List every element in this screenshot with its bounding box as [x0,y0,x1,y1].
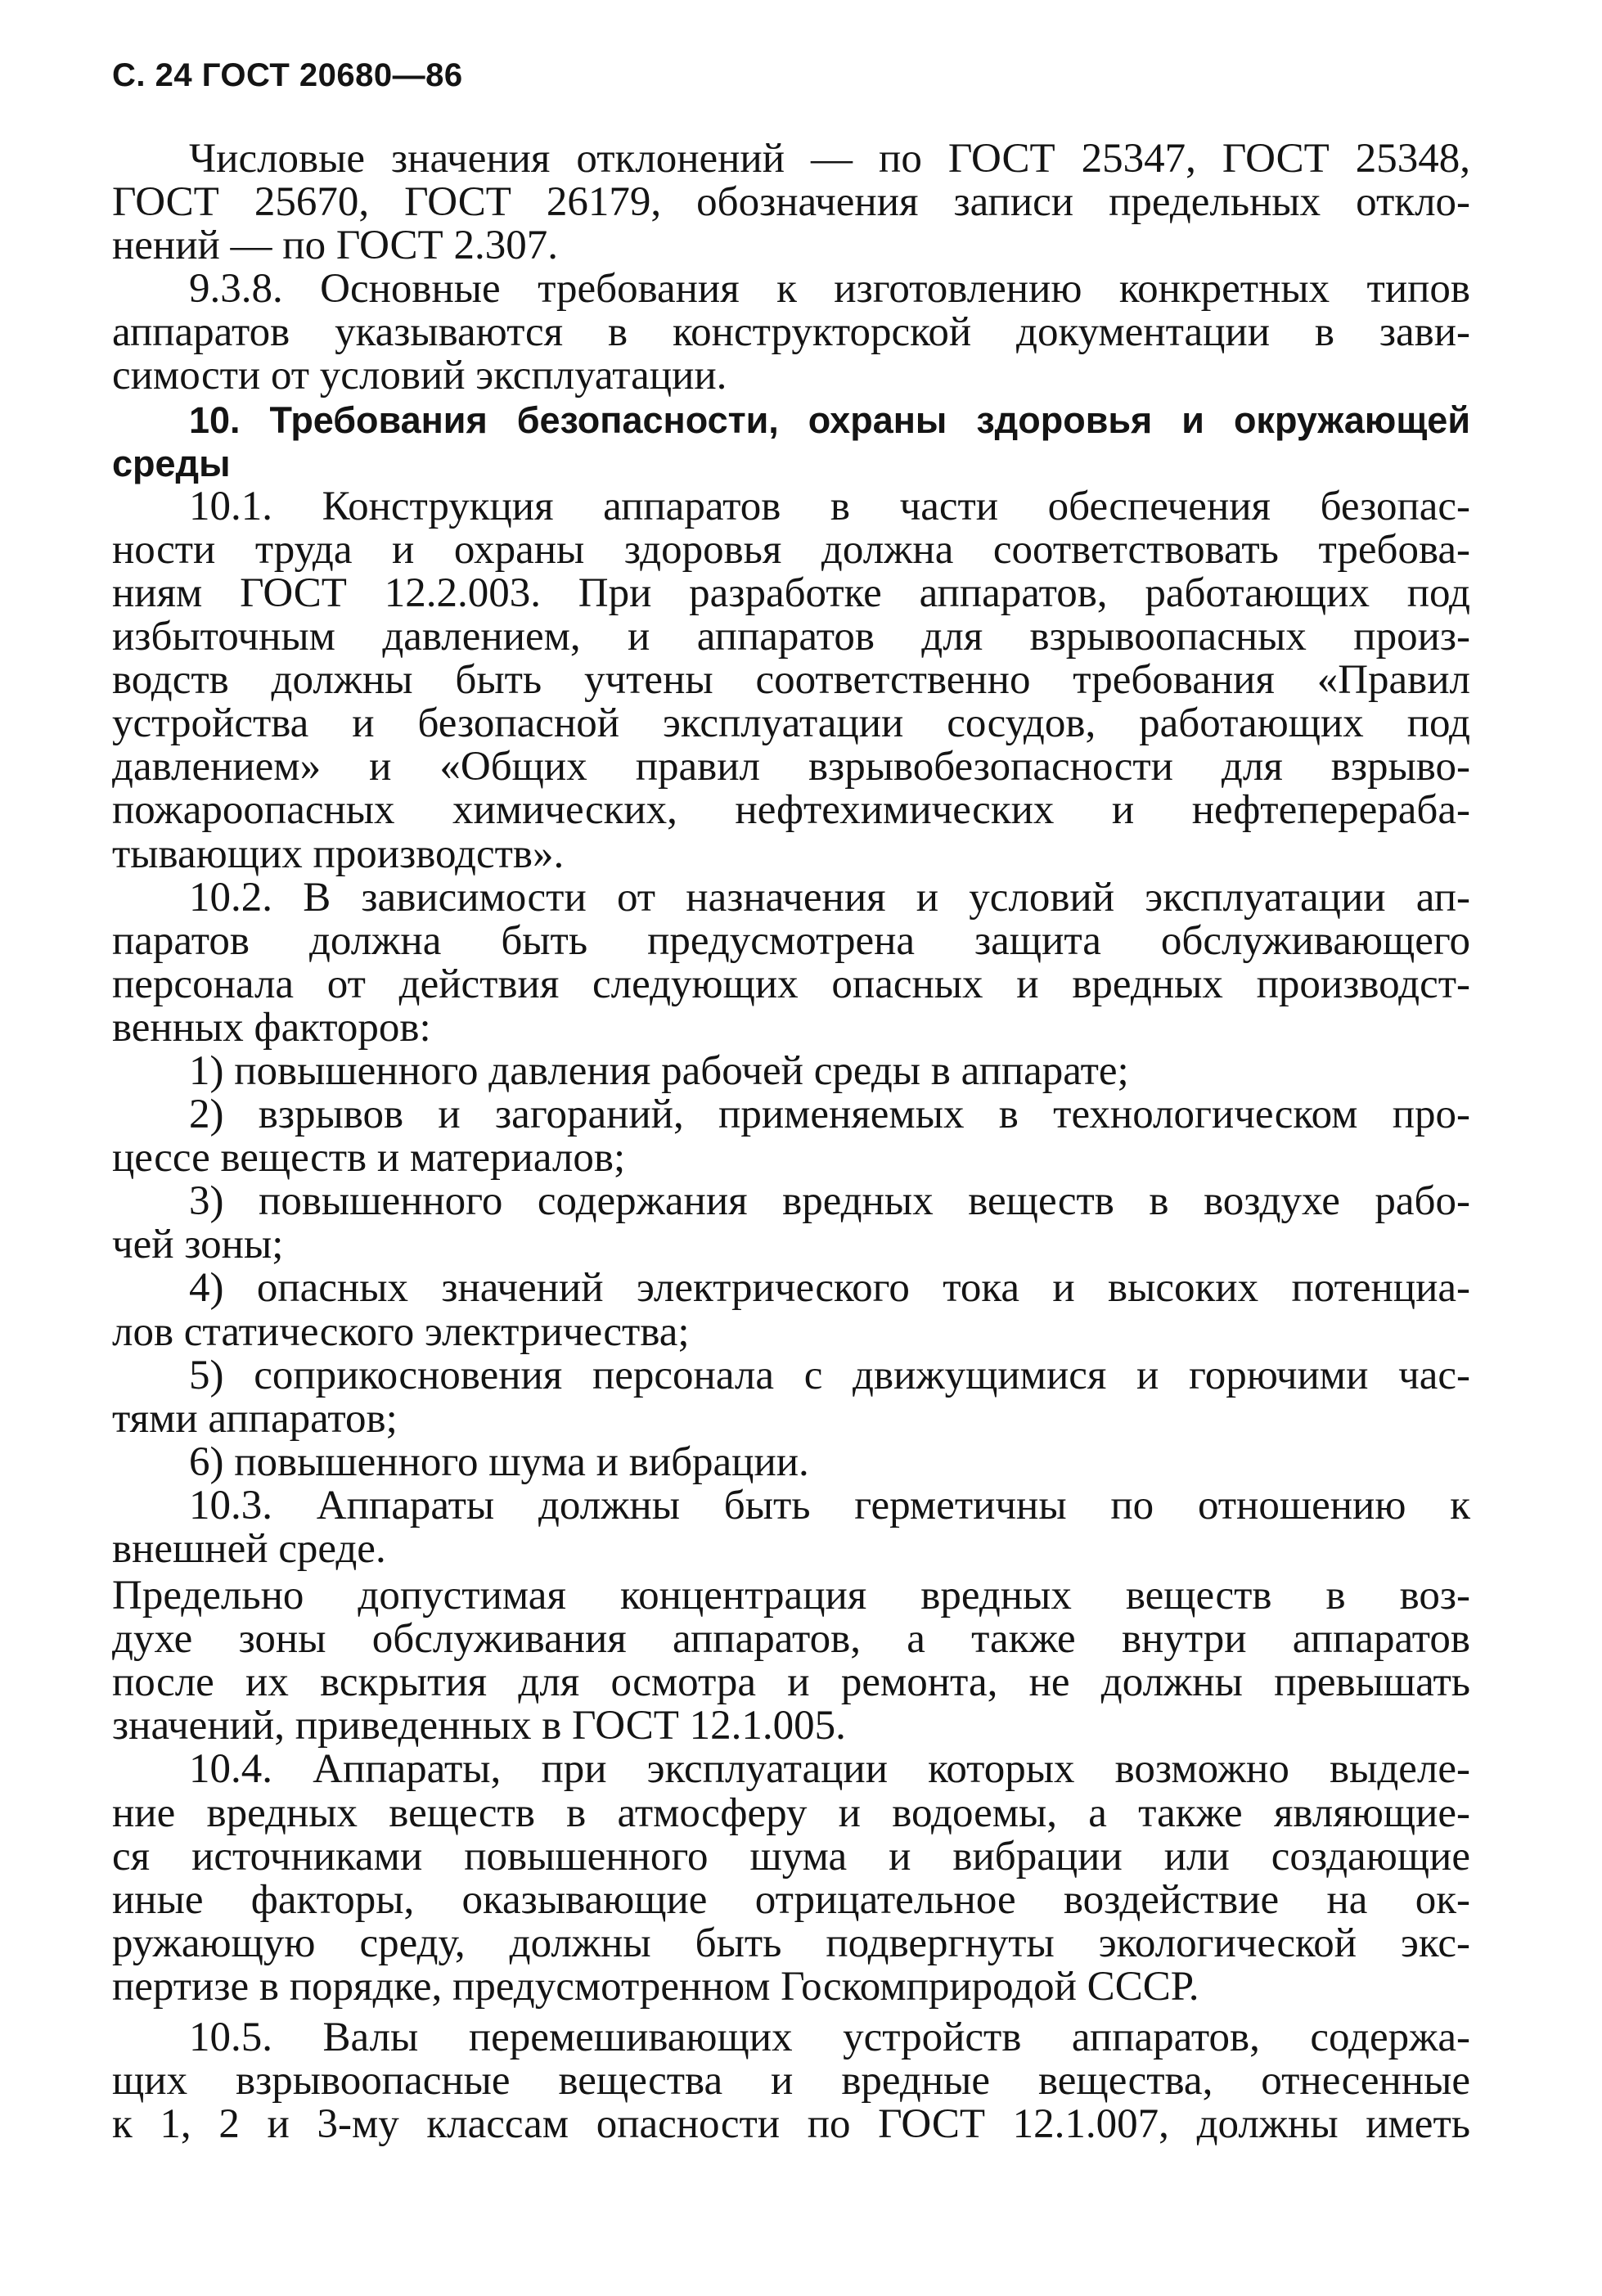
clause-10-4-line: 10.4. Аппараты, при эксплуатации которых возможно выделе- [189,1746,1470,1793]
list-item-cont: лов статического электричества; [112,1308,690,1355]
clause-10-1-line: 10.1. Конструкция аппаратов в части обеспечения безопас- [189,483,1470,529]
clause-10-3-line: 10.3. Аппараты должны быть герметичны по отношению к [189,1482,1470,1528]
section-10-heading-cont: среды [112,442,231,484]
text-line: ниям ГОСТ 12.2.003. При разработке аппаратов, работающих под [112,569,1470,616]
clause-10-5-line: 10.5. Валы перемешивающих устройств аппаратов, содержа- [189,2015,1470,2061]
text-line: ГОСТ 25670, ГОСТ 26179, обозначения записи предельных откло- [112,179,1470,226]
text-line: ся источниками повышенного шума и вибрации или создающие [112,1833,1470,1880]
section-10-heading: 10. Требования безопасности, охраны здоровья и окружающей [189,398,1470,441]
list-item-cont: чей зоны; [112,1222,284,1268]
clause-9-3-8-line: 9.3.8. Основные требования к изготовлению конкретных типов [189,266,1470,313]
page-header: С. 24 ГОСТ 20680—86 [112,57,463,93]
text-line: ние вредных веществ в атмосферу и водоемы, а также являющие- [112,1790,1470,1836]
text-line: значений, приведенных в ГОСТ 12.1.005. [112,1703,846,1749]
text-line: тывающих производств». [112,831,565,877]
text-line: иные факторы, оказывающие отрицательное воздействие на ок- [112,1876,1470,1923]
text-line: духе зоны обслуживания аппаратов, а также внутри аппаратов [112,1616,1470,1663]
text-line: устройства и безопасной эксплуатации сосудов, работающих под [112,700,1470,747]
text-line: ности труда и охраны здоровья должна соответствовать требова- [112,526,1470,573]
text-line: водств должны быть учтены соответственно требования «Правил [112,657,1470,704]
text-line: щих взрывоопасные вещества и вредные вещества, отнесенные [112,2058,1470,2105]
text-line: симости от условий эксплуатации. [112,353,727,399]
list-item: 2) взрывов и загораний, применяемых в технологическом про- [189,1092,1470,1138]
text-line: венных факторов: [112,1004,431,1051]
clause-10-2-line: 10.2. В зависимости от назначения и условий эксплуатации ап- [189,874,1470,921]
text-line: аппаратов указываются в конструкторской документации в зави- [112,309,1470,356]
list-item-cont: цессе веществ и материалов; [112,1135,626,1182]
text-line: избыточным давлением, и аппаратов для взрывоопасных произ- [112,614,1470,660]
list-item: 4) опасных значений электрического тока и высоких потенциа- [189,1265,1470,1312]
text-line: Предельно допустимая концентрация вредных веществ в воз- [112,1573,1470,1619]
list-item: 3) повышенного содержания вредных веществ в воздухе рабо- [189,1178,1470,1225]
body-text [112,137,1470,2146]
list-item: 5) соприкосновения персонала с движущимися и горючими час- [189,1352,1470,1398]
text-line: пертизе в порядке, предусмотренном Госкомприродой СССР. [112,1963,1199,2010]
text-line: персонала от действия следующих опасных и вредных производст- [112,961,1470,1007]
text-line: внешней среде. [112,1526,386,1572]
text-line: ружающую среду, должны быть подвергнуты экологической экс- [112,1920,1470,1966]
list-item-cont: тями аппаратов; [112,1395,398,1442]
text-line: к 1, 2 и 3-му классам опасности по ГОСТ 12.1.007, должны иметь [112,2101,1470,2148]
list-item: 1) повышенного давления рабочей среды в аппарате; [189,1047,1129,1094]
text-line: нений — по ГОСТ 2.307. [112,223,558,269]
text-line: Числовые значения отклонений — по ГОСТ 25347, ГОСТ 25348, [189,136,1470,182]
text-line: давлением» и «Общих правил взрывобезопасности для взрыво- [112,744,1470,790]
text-line: пожароопасных химических, нефтехимических и нефтеперераба- [112,787,1470,834]
list-item: 6) повышенного шума и вибрации. [189,1438,809,1485]
text-line: после их вскрытия для осмотра и ремонта, не должны превышать [112,1659,1470,1706]
text-line: паратов должна быть предусмотрена защита обслуживающего [112,917,1470,964]
